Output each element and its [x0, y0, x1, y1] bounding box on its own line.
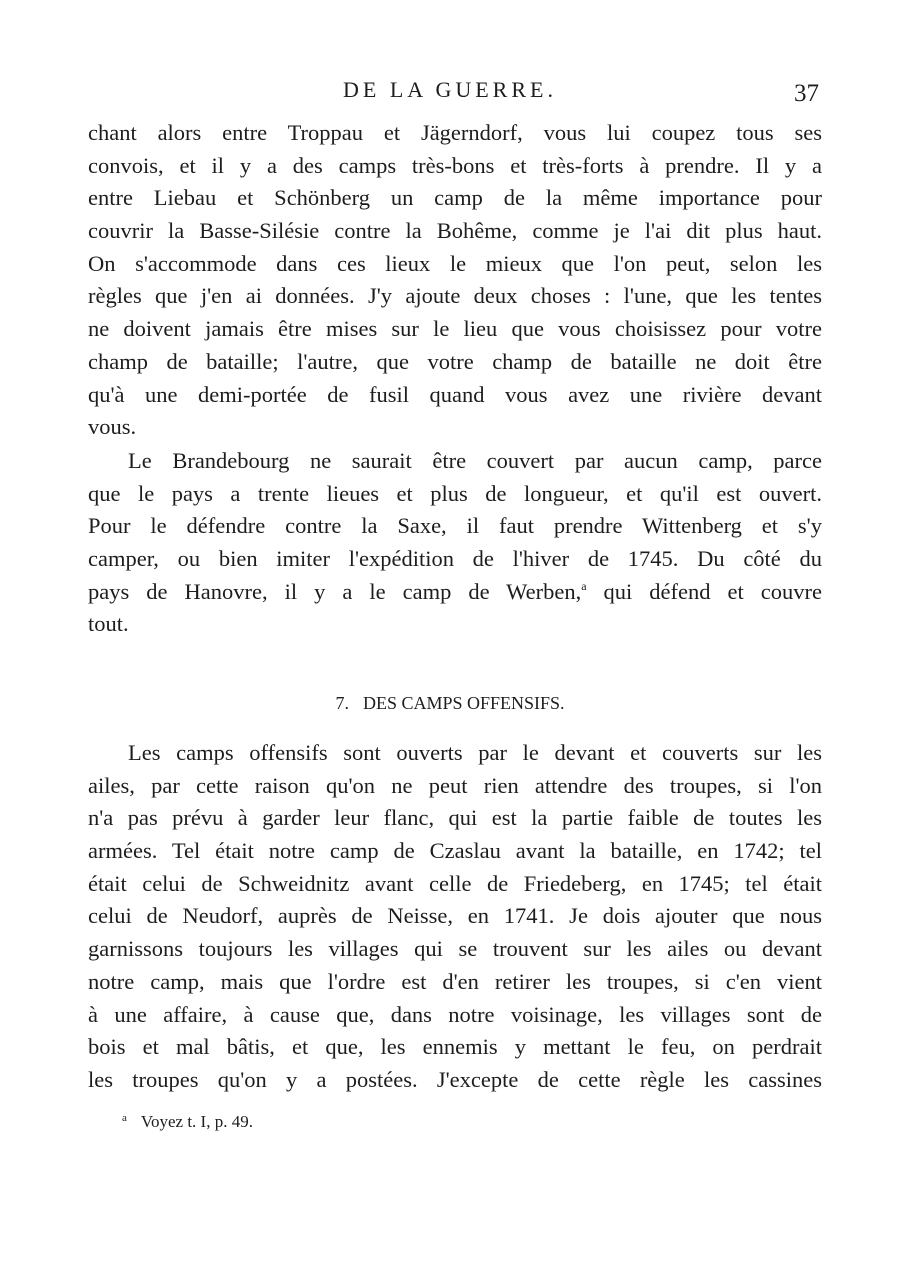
text-line: couvrir la Basse-Silésie contre la Bohême, comme je l'ai dit plus haut. [88, 218, 822, 244]
paragraph-offensifs [88, 737, 822, 1097]
text-line: chant alors entre Troppau et Jägerndorf, vous lui coupez tous ses [88, 120, 822, 145]
text-line: On s'accommode dans ces lieux le mieux que l'on peut, selon les [88, 250, 822, 276]
text-line: Les camps offensifs sont ouverts par le devant et couverts sur les [128, 740, 822, 765]
paragraph-continued [88, 117, 822, 444]
text-line: Le Brandebourg ne saurait être couvert par aucun camp, parce [128, 448, 822, 473]
footnote-text: Voyez t. I, p. 49. [140, 1112, 253, 1131]
text-line: règles que j'en ai données. J'y ajoute deux choses : l'une, que les tentes [88, 283, 822, 309]
running-title: DE LA GUERRE. [343, 77, 557, 102]
text-line: celui de Neudorf, auprès de Neisse, en 1741. Je dois ajouter que nous [88, 903, 822, 929]
footnote [122, 1105, 253, 1135]
text-line: ne doivent jamais être mises sur le lieu que vous choisissez pour votre [88, 316, 822, 342]
footnote-reference: a [581, 578, 587, 593]
text-fragment: qui défend et couvre [586, 578, 822, 604]
text-line: qu'à une demi-portée de fusil quand vous avez une rivière devant [88, 381, 822, 407]
text-fragment: pays de Hanovre, il y a le camp de Werben, [88, 578, 582, 604]
paragraph-brandebourg [88, 445, 822, 641]
text-line: camper, ou bien imiter l'expédition de l'hiver de 1745. Du côté du [88, 546, 822, 572]
text-line: à une affaire, à cause que, dans notre voisinage, les villages sont de [88, 1001, 822, 1027]
footnote-marker: a [122, 1112, 127, 1124]
text-line: bois et mal bâtis, et que, les ennemis y mettant le feu, on perdrait [88, 1034, 822, 1060]
text-line: n'a pas prévu à garder leur flanc, qui est la partie faible de toutes les [88, 805, 822, 831]
text-line-with-note [88, 576, 822, 609]
text-line: armées. Tel était notre camp de Czaslau avant la bataille, en 1742; tel [88, 838, 822, 864]
section-number: 7. [335, 693, 349, 713]
section-title: DES CAMPS OFFENSIFS. [362, 693, 565, 713]
text-line: garnissons toujours les villages qui se trouvent sur les ailes ou devant [88, 936, 822, 962]
text-line: champ de bataille; l'autre, que votre champ de bataille ne doit être [88, 348, 822, 374]
text-line: les troupes qu'on y a postées. J'excepte de cette règle les cassines [88, 1066, 822, 1092]
page-number: 37 [794, 80, 819, 107]
text-line: notre camp, mais que l'ordre est d'en retirer les troupes, si c'en vient [88, 968, 822, 994]
text-line: ailes, par cette raison qu'on ne peut rien attendre des troupes, si l'on [88, 772, 822, 798]
text-line: vous. [88, 414, 137, 440]
section-heading [0, 690, 900, 716]
text-line: convois, et il y a des camps très-bons et très-forts à prendre. Il y a [88, 152, 822, 178]
text-line: était celui de Schweidnitz avant celle de Friedeberg, en 1745; tel était [88, 870, 822, 896]
text-line: que le pays a trente lieues et plus de longueur, et qu'il est ouvert. [88, 480, 822, 506]
text-line: entre Liebau et Schönberg un camp de la même importance pour [88, 185, 822, 211]
text-line: Pour le défendre contre la Saxe, il faut prendre Wittenberg et s'y [88, 513, 822, 539]
text-line: tout. [88, 611, 129, 637]
